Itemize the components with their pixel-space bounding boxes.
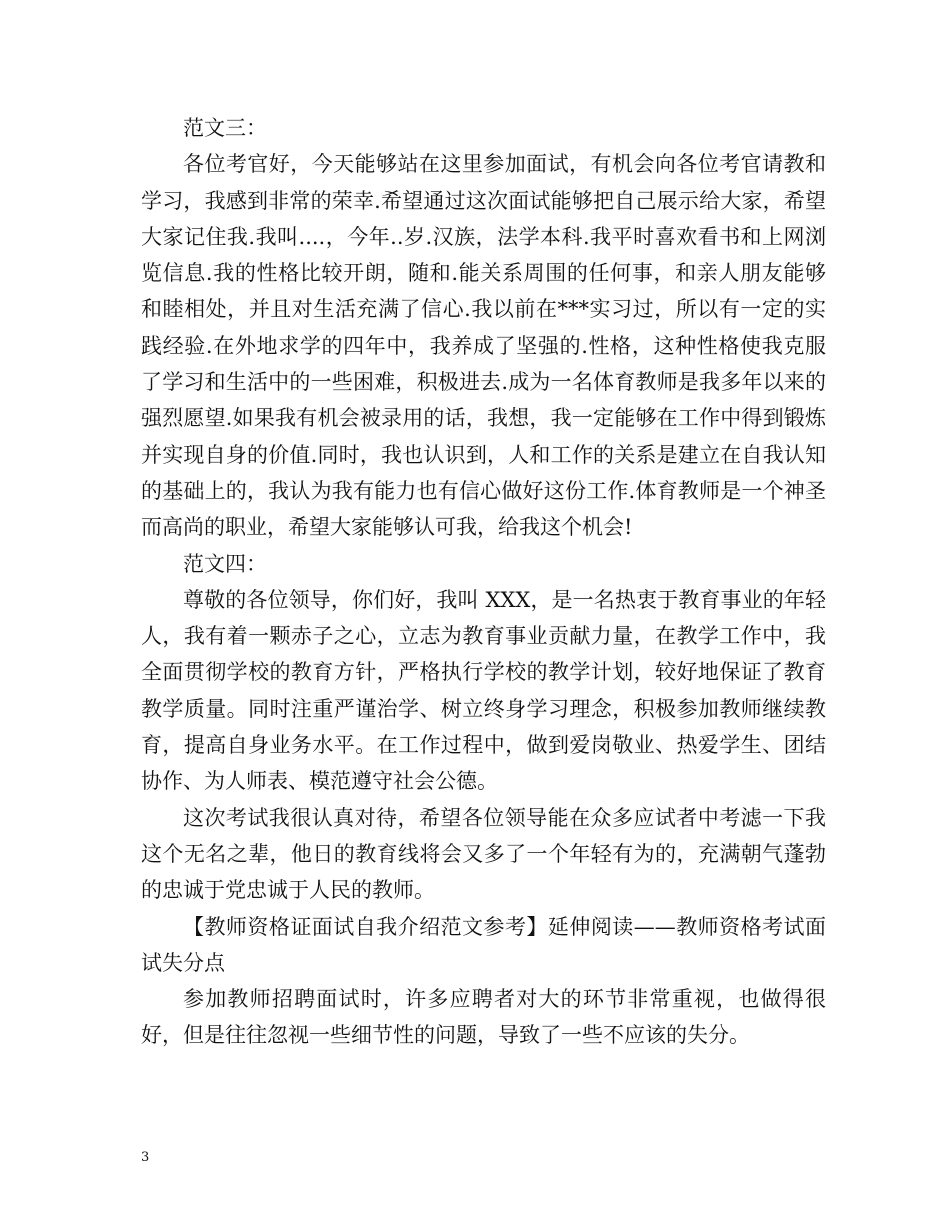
paragraph-sample-3-body: 各位考官好，今天能够站在这里参加面试，有机会向各位考官请教和学习，我感到非常的荣幸.希望通过这次面试能够把自己展示给大家，希望大家记住我.我叫....，今年..岁.汉族，法学本科.我平时喜欢看书和上网浏览信息.我的性格比较开朗，随和.能关系周围的任何事，和亲人朋友能够和睦相处，并且对生活充满了信心.我以前在***实习过，所以有一定的实践经验.在外地求学的四年中，我养成了坚强的.性格，这种性格使我克服了学习和生活中的一些困难，积极进去.成为一名体育教师是我多年以来的强烈愿望.如果我有机会被录用的话，我想，我一定能够在工作中得到锻炼并实现自身的价值.同时，我也认识到，人和工作的关系是建立在自我认知的基础上的，我认为我有能力也有信心做好这份工作.体育教师是一个神圣而高尚的职业，希望大家能够认可我，给我这个机会! [141, 152, 826, 540]
paragraph-extended-reading-title: 【教师资格证面试自我介绍范文参考】延伸阅读——教师资格考试面试失分点 [141, 914, 826, 975]
heading-sample-3: 范文三： [183, 116, 267, 140]
heading-sample-4: 范文四： [183, 551, 267, 576]
document-body [141, 110, 826, 1054]
paragraph-sample-4-closing: 这次考试我很认真对待，希望各位领导能在众多应试者中考滤一下我这个无名之辈，他日的教育线将会又多了一个年轻有为的，充满朝气蓬勃的忠诚于党忠诚于人民的教师。 [141, 805, 826, 903]
paragraph-extended-reading-body: 参加教师招聘面试时，许多应聘者对大的环节非常重视，也做得很好，但是往往忽视一些细节性的问题，导致了一些不应该的失分。 [141, 987, 826, 1048]
page-number: 3 [141, 1150, 150, 1165]
paragraph-sample-4-body: 尊敬的各位领导，你们好，我叫 XXX，是一名热衷于教育事业的年轻人，我有着一颗赤子之心，立志为教育事业贡献力量，在教学工作中，我全面贯彻学校的教育方针，严格执行学校的教学计划，较好地保证了教育教学质量。同时注重严谨治学、树立终身学习理念，积极参加教师继续教育，提高自身业务水平。在工作过程中，做到爱岗敬业、热爱学生、团结协作、为人师表、模范遵守社会公德。 [141, 587, 826, 794]
